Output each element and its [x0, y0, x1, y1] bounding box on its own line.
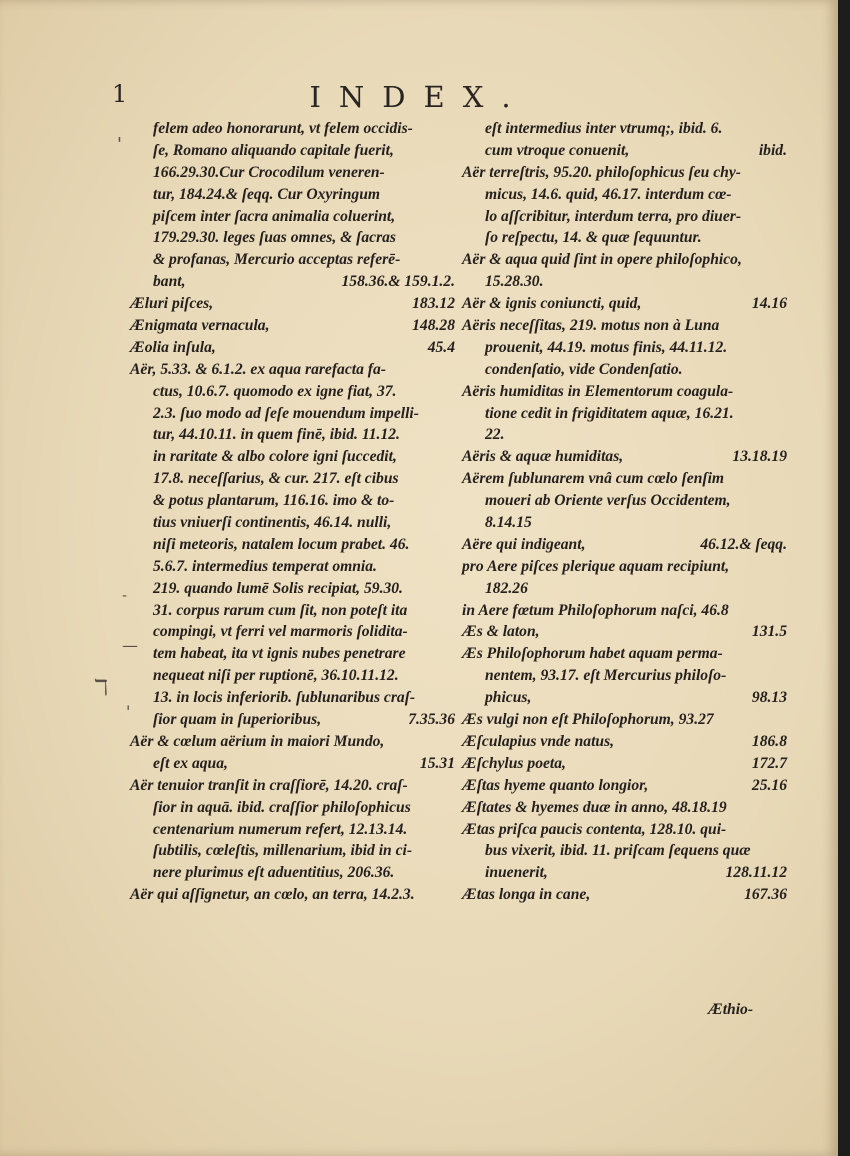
- index-line: [130, 162, 455, 184]
- index-entry-text: tur, 184.24.& ſeqq. Cur Oxyringum: [153, 185, 381, 203]
- index-line: [462, 621, 787, 643]
- index-entry-text: Aër & aqua quid ſint in opere philoſophico,: [462, 251, 742, 269]
- index-line: [462, 840, 787, 862]
- index-line: [462, 578, 787, 600]
- index-entry-text: nentem, 93.17. eſt Mercurius philoſo-: [485, 667, 727, 685]
- index-entry-text: cum vtroque conuenit,: [485, 141, 630, 159]
- index-entry-text: tione cedit in frigiditatem aquæ, 16.21.: [485, 404, 734, 422]
- index-entry-text: Aër qui aſſignetur, an cœlo, an terra, 14.2.3.: [130, 886, 415, 904]
- index-line: [130, 227, 455, 249]
- index-line: [130, 643, 455, 665]
- index-entry-text: & potus plantarum, 116.16. imo & to-: [153, 492, 395, 510]
- index-line: [462, 206, 787, 228]
- index-entry-reference: ibid.: [758, 141, 787, 159]
- index-entry-text: ſe, Romano aliquando capitale fuerit,: [153, 141, 394, 159]
- index-line: [130, 271, 455, 293]
- index-entry-reference: 131.5: [751, 623, 787, 641]
- index-line: [462, 556, 787, 578]
- index-line: [462, 797, 787, 819]
- index-line: [130, 775, 455, 797]
- index-line: [462, 753, 787, 775]
- index-entry-text: moueri ab Oriente verſus Occidentem,: [485, 492, 731, 510]
- index-line: [130, 118, 455, 140]
- index-entry-text: Æs vulgi non eſt Philoſophorum, 93.27: [462, 711, 714, 729]
- index-line: [462, 819, 787, 841]
- index-entry-reference: 98.13: [751, 689, 787, 707]
- index-line: [462, 512, 787, 534]
- index-entry-text: micus, 14.6. quid, 46.17. interdum cœ-: [485, 185, 732, 203]
- index-line: [462, 862, 787, 884]
- index-entry-text: ſubtilis, cœleſtis, millenarium, ibid in ci-: [153, 842, 413, 860]
- margin-mark: ': [117, 134, 122, 155]
- index-entry-reference: 45.4: [427, 338, 455, 356]
- index-line: [130, 687, 455, 709]
- index-line: [130, 403, 455, 425]
- index-line: [130, 556, 455, 578]
- index-line: [462, 468, 787, 490]
- index-entry-text: bus vixerit, ibid. 11. priſcam ſequens quæ: [485, 842, 751, 860]
- index-entry-text: Æſtas hyeme quanto longior,: [462, 776, 649, 794]
- index-line: [462, 381, 787, 403]
- index-entry-text: in raritate & albo colore igni ſuccedit,: [153, 448, 397, 466]
- index-entry-reference: 167.36: [744, 886, 787, 904]
- index-line: [462, 162, 787, 184]
- index-column-right: [462, 118, 787, 906]
- index-line: [130, 600, 455, 622]
- index-line: [130, 490, 455, 512]
- index-line: [130, 819, 455, 841]
- index-line: [130, 206, 455, 228]
- margin-mark: —: [122, 636, 138, 655]
- index-line: [462, 315, 787, 337]
- index-entry-text: 2.3. ſuo modo ad ſeſe mouendum impelli-: [153, 404, 419, 422]
- index-entry-text: prouenit, 44.19. motus finis, 44.11.12.: [485, 338, 728, 356]
- index-line: [130, 315, 455, 337]
- index-entry-reference: 128.11.12: [725, 864, 787, 882]
- index-entry-text: Aërem ſublunarem vnâ cum cœlo ſenſim: [462, 470, 725, 488]
- index-line: [462, 118, 787, 140]
- index-entry-reference: 46.12.& ſeqq.: [700, 535, 787, 553]
- index-line: [130, 731, 455, 753]
- index-entry-text: lo aſſcribitur, interdum terra, pro diuer-: [485, 207, 742, 225]
- index-entry-text: Æs Philoſophorum habet aquam perma-: [462, 645, 723, 663]
- index-entry-text: Aër, 5.33. & 6.1.2. ex aqua rarefacta fa-: [130, 360, 386, 378]
- index-entry-text: Aër & ignis coniuncti, quid,: [462, 295, 642, 313]
- index-line: [130, 665, 455, 687]
- index-line: [130, 621, 455, 643]
- index-line: [462, 293, 787, 315]
- index-line: [462, 271, 787, 293]
- index-line: [130, 468, 455, 490]
- index-entry-text: 22.: [485, 426, 505, 444]
- index-entry-reference: 7.35.36: [408, 711, 455, 729]
- page-header: INDEX.: [309, 80, 529, 114]
- index-entry-text: Æolia inſula,: [130, 338, 216, 356]
- index-entry-text: 219. quando lumē Solis recipiat, 59.30.: [153, 579, 403, 597]
- index-entry-text: ſior in aquā. ibid. craſſior philoſophicus: [153, 798, 411, 816]
- index-entry-reference: 158.36.& 159.1.2.: [341, 273, 455, 291]
- index-line: [130, 862, 455, 884]
- index-entry-text: ſo reſpectu, 14. & quæ ſequuntur.: [485, 229, 702, 247]
- index-entry-text: 179.29.30. leges ſuas omnes, & ſacras: [153, 229, 396, 247]
- scan-edge: [838, 0, 850, 1156]
- index-line: [462, 600, 787, 622]
- index-entry-text: Aër terreſtris, 95.20. philoſophicus ſeu chy-: [462, 163, 741, 181]
- index-line: [462, 731, 787, 753]
- index-line: [462, 227, 787, 249]
- index-entry-text: inuenerit,: [485, 864, 548, 882]
- index-entry-text: compingi, vt ferri vel marmoris ſolidita-: [153, 623, 408, 641]
- index-line: [130, 534, 455, 556]
- index-entry-text: Aëris humiditas in Elementorum coagula-: [462, 382, 734, 400]
- index-line: [130, 884, 455, 906]
- index-entry-text: Ætas priſca paucis contenta, 128.10. qui-: [462, 820, 727, 838]
- index-line: [130, 424, 455, 446]
- index-entry-text: tem habeat, ita vt ignis nubes penetrare: [153, 645, 406, 663]
- index-entry-text: Aëris neceſſitas, 219. motus non à Luna: [462, 317, 720, 335]
- catchword: Æthio-: [708, 1001, 754, 1018]
- index-line: [130, 337, 455, 359]
- index-line: [130, 709, 455, 731]
- index-entry-text: bant,: [153, 273, 186, 291]
- index-entry-text: tius vniuerſi continentis, 46.14. nulli,: [153, 514, 392, 532]
- index-line: [462, 687, 787, 709]
- index-entry-text: Æſculapius vnde natus,: [462, 732, 615, 750]
- index-line: [130, 446, 455, 468]
- index-line: [462, 709, 787, 731]
- index-line: [462, 490, 787, 512]
- index-line: [462, 403, 787, 425]
- index-entry-reference: 13.18.19: [732, 448, 787, 466]
- index-entry-reference: 148.28: [412, 317, 455, 335]
- index-entry-text: centenarium numerum refert, 12.13.14.: [153, 820, 408, 838]
- index-entry-text: Aëre qui indigeant,: [462, 535, 586, 553]
- index-line: [130, 797, 455, 819]
- index-entry-text: pro Aere piſces plerique aquam recipiunt,: [462, 557, 730, 575]
- index-line: [462, 337, 787, 359]
- corner-mark: 1: [112, 80, 128, 108]
- index-entry-text: felem adeo honorarunt, vt felem occidis-: [153, 120, 413, 137]
- index-line: [462, 249, 787, 271]
- index-entry-reference: 15.31: [419, 754, 455, 772]
- margin-mark: -: [122, 588, 128, 604]
- index-line: [130, 140, 455, 162]
- index-entry-text: 31. corpus rarum cum ſit, non poteſt ita: [153, 601, 408, 619]
- index-entry-text: nequeat niſi per ruptionē, 36.10.11.12.: [153, 667, 399, 685]
- index-column-left: [130, 118, 455, 906]
- index-entry-text: piſcem inter ſacra animalia coluerint,: [153, 207, 396, 225]
- index-entry-text: condenſatio, vide Condenſatio.: [485, 360, 683, 378]
- margin-mark: ℸ: [94, 676, 109, 701]
- index-entry-reference: 14.16: [751, 295, 787, 313]
- index-line: [130, 184, 455, 206]
- index-entry-text: Ætas longa in cane,: [462, 886, 591, 904]
- index-entry-text: nere plurimus eſt aduentitius, 206.36.: [153, 864, 395, 882]
- index-entry-text: eſt intermedius inter vtrumq;, ibid. 6.: [485, 120, 723, 137]
- index-entry-text: & profanas, Mercurio acceptas referē-: [153, 251, 401, 269]
- index-entry-text: 15.28.30.: [485, 273, 544, 291]
- index-entry-text: niſi meteoris, natalem locum prabet. 46.: [153, 535, 410, 553]
- index-entry-text: Æſtates & hyemes duæ in anno, 48.18.19: [462, 798, 727, 816]
- index-entry-text: Aër tenuior tranſit in craſſiorē, 14.20. craſ-: [130, 776, 408, 794]
- index-entry-text: 166.29.30.Cur Crocodilum veneren-: [153, 163, 385, 181]
- index-line: [130, 512, 455, 534]
- index-line: [462, 534, 787, 556]
- index-line: [130, 249, 455, 271]
- margin-mark: ': [126, 702, 131, 721]
- index-entry-text: Aër & cœlum aërium in maiori Mundo,: [130, 732, 385, 750]
- index-entry-reference: 183.12: [412, 295, 455, 313]
- index-line: [462, 775, 787, 797]
- index-line: [462, 359, 787, 381]
- index-line: [462, 665, 787, 687]
- index-entry-text: Aëris & aquæ humiditas,: [462, 448, 624, 466]
- index-line: [462, 140, 787, 162]
- index-line: [462, 424, 787, 446]
- index-line: [130, 578, 455, 600]
- index-entry-text: 17.8. neceſſarius, & cur. 217. eſt cibus: [153, 470, 399, 488]
- index-line: [462, 643, 787, 665]
- index-entry-text: tur, 44.10.11. in quem finē, ibid. 11.12.: [153, 426, 400, 444]
- index-entry-reference: 25.16: [751, 776, 787, 794]
- index-entry-text: Æs & laton,: [462, 623, 540, 641]
- index-entry-text: ctus, 10.6.7. quomodo ex igne fiat, 37.: [153, 382, 397, 400]
- index-entry-reference: 172.7: [751, 754, 787, 772]
- index-entry-text: ſior quam in ſuperioribus,: [153, 711, 322, 729]
- index-entry-text: Æluri piſces,: [130, 295, 214, 313]
- index-entry-text: in Aere fœtum Philoſophorum naſci, 46.8: [462, 601, 729, 619]
- index-entry-reference: 186.8: [751, 732, 787, 750]
- index-line: [130, 359, 455, 381]
- index-entry-text: 5.6.7. intermedius temperat omnia.: [153, 557, 377, 575]
- index-entry-text: Æſchylus poeta,: [462, 754, 566, 772]
- index-line: [130, 753, 455, 775]
- index-entry-text: 13. in locis inferiorib. ſublunaribus craſ-: [153, 689, 416, 707]
- index-line: [462, 446, 787, 468]
- index-entry-text: 182.26: [485, 579, 528, 597]
- index-line: [462, 184, 787, 206]
- index-line: [462, 884, 787, 906]
- index-line: [130, 840, 455, 862]
- index-entry-text: phicus,: [485, 689, 532, 707]
- index-entry-text: 8.14.15: [485, 514, 532, 532]
- index-line: [130, 293, 455, 315]
- index-line: [130, 381, 455, 403]
- index-entry-text: eſt ex aqua,: [153, 754, 228, 772]
- index-entry-text: Ænigmata vernacula,: [130, 317, 270, 335]
